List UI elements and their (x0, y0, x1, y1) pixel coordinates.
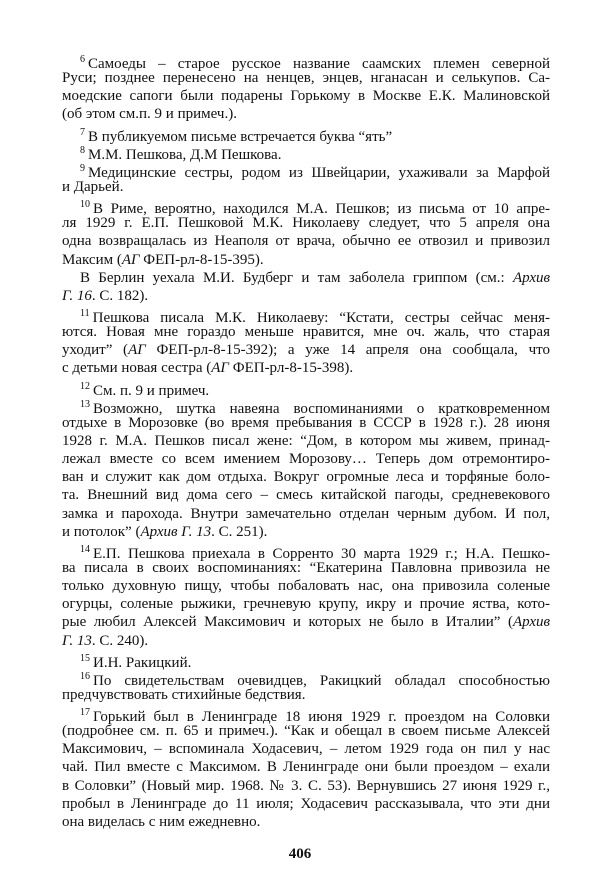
footnote-10 (62, 196, 550, 269)
footnote-number: 9 (80, 162, 85, 174)
footnote-number: 11 (80, 307, 90, 319)
text-line (62, 196, 550, 218)
text-line (62, 269, 550, 287)
footnote-number: 16 (80, 670, 90, 682)
text-line (62, 758, 550, 776)
line-text: (подробнее см. п. 65 и примеч.). “Как и обещал в своем письме Алексей (62, 723, 550, 740)
text-line (62, 341, 550, 359)
footnote-number: 12 (80, 380, 90, 392)
line-text: и потолок” ( (62, 523, 141, 540)
line-text: Горький был в Ленинграде 18 июня 1929 г. проездом на Соловки (93, 709, 550, 726)
text-line (62, 87, 550, 105)
citation-italic: Г. 13 (62, 632, 92, 649)
footnote-13 (62, 396, 550, 541)
footnote-15 (62, 650, 550, 671)
line-text: . С. 182). (91, 287, 149, 304)
text-line (62, 124, 550, 145)
text-line (62, 51, 550, 72)
footnotes-body (62, 51, 550, 831)
text-line (62, 323, 550, 341)
line-text: Максимович, – вспоминала Ходасевич, – летом 1929 года он пил у нас (62, 741, 550, 758)
line-text: ФЕП-рл-8-15-395). (139, 251, 264, 268)
text-line (62, 613, 550, 631)
citation-italic: Г. 16 (62, 287, 92, 304)
text-line (62, 287, 550, 305)
text-line (62, 160, 550, 181)
line-text: В Берлин уехала М.И. Будберг и там заболела гриппом (см.: (80, 269, 513, 286)
line-text: огурцы, соленые рыжики, гречневую крупу, икру и прочие яства, кото- (62, 596, 550, 613)
footnote-16 (62, 668, 550, 704)
text-line (62, 722, 550, 740)
footnote-number: 10 (80, 199, 90, 211)
line-text: и Дарьей. (62, 178, 124, 195)
line-text: 1928 г. М.А. Пешков писал жене: “Дом, в котором мы живем, принад- (62, 432, 550, 449)
citation-italic: АГ (121, 251, 140, 268)
line-text: ва писала в своих воспоминаниях: “Екатерина Павловна привозила не (62, 559, 550, 576)
text-line (62, 813, 550, 831)
line-text: По свидетельствам очевидцев, Ракицкий обладал способностью (93, 672, 550, 689)
footnote-7 (62, 124, 550, 145)
footnote-6 (62, 51, 550, 124)
line-text: предчувствовать стихийные бедствия. (62, 686, 306, 703)
line-text: замка и парохода. Внутри замечательно отделан черным дубом. И пол, (62, 505, 550, 522)
line-text: лежал вместе со всем имением Морозову… Теперь дом отремонтиро- (62, 451, 550, 468)
line-text: В публикуемом письме встречается буква “ять” (88, 128, 393, 145)
line-text: она виделась с ним ежедневно. (62, 813, 261, 830)
line-text: В Риме, вероятно, находился М.А. Пешков; из письма от 10 апре- (93, 201, 550, 218)
line-text: уходит” ( (62, 342, 129, 359)
text-line (62, 232, 550, 250)
footnote-number: 15 (80, 652, 90, 664)
line-text: . С. 251). (211, 523, 268, 540)
footnote-12 (62, 378, 550, 399)
text-line (62, 69, 550, 87)
text-line (62, 650, 550, 671)
text-line (62, 704, 550, 726)
citation-italic: Архив (512, 269, 550, 286)
line-text: одна возвращалась из Неаполя от врача, обычно ее отвозил и привозил (62, 233, 550, 250)
line-text: Е.П. Пешкова приехала в Сорренто 30 марта 1929 г.; Н.А. Пешко- (93, 545, 550, 562)
text-line (62, 214, 550, 232)
line-text: ФЕП-рл-8-15-392); а уже 14 апреля она сообщала, что (145, 342, 550, 359)
citation-italic: АГ (128, 342, 146, 359)
line-text: ля 1929 г. Е.П. Пешковой М.К. Николаеву следует, что 5 апреля она (62, 215, 550, 232)
line-text: ФЕП-рл-8-15-398). (228, 360, 354, 377)
line-text: М.М. Пешкова, Д.М Пешкова. (88, 146, 282, 163)
citation-italic: Архив Г. 13 (140, 523, 212, 540)
text-line (62, 595, 550, 613)
footnote-number: 17 (80, 707, 90, 719)
text-line (62, 468, 550, 486)
text-line (62, 414, 550, 432)
line-text: в Соловки” (Новый мир. 1968. № 3. С. 53). Вернувшись 27 июня 1929 г., (62, 777, 550, 794)
line-text: Медицинские сестры, родом из Швейцарии, ухаживали за Марфой (88, 164, 550, 181)
text-line (62, 668, 550, 689)
text-line (62, 740, 550, 758)
text-line (62, 523, 550, 541)
text-line (62, 251, 550, 269)
text-line (62, 541, 550, 562)
line-text: Руси; позднее перенесено на ненцев, энцев, нганасан и селькупов. Са- (62, 70, 550, 87)
line-text: (об этом см.п. 9 и примеч.). (62, 106, 237, 123)
line-text: Пешкова писала М.К. Николаеву: “Кстати, сестры сейчас меня- (92, 309, 550, 326)
line-text: чай. Пил вместе с Максимом. В Ленинграде они были проездом – ехали (62, 759, 550, 776)
footnote-17 (62, 704, 550, 831)
text-line (62, 305, 550, 326)
footnote-number: 6 (80, 54, 85, 65)
line-text: рые любил Алексей Максимович и которых не было в Италии” ( (62, 614, 513, 631)
line-text: отдыхе в Морозовке (во время пребывания в СССР в 1928 г.). 28 июня (62, 414, 550, 431)
text-line (62, 577, 550, 595)
line-text: Максим ( (62, 251, 122, 268)
line-text: ются. Новая мне гораздо меньше нравится, мне оч. жаль, что старая (62, 324, 550, 341)
citation-italic: АГ (211, 360, 229, 377)
footnote-number: 13 (80, 398, 90, 410)
text-line (62, 777, 550, 795)
text-line (62, 450, 550, 468)
footnote-14 (62, 541, 550, 650)
line-text: та. Внешний вид дома сего – смесь китайской пагоды, средневекового (62, 487, 550, 504)
text-line (62, 632, 550, 650)
text-line (62, 505, 550, 523)
text-line (62, 378, 550, 399)
text-line (62, 396, 550, 417)
line-text: с детьми новая сестра ( (62, 360, 212, 377)
text-line (62, 795, 550, 813)
line-text: только духовную пищу, чтобы побаловать нас, она привозила соленые (62, 578, 550, 595)
line-text: пробыл в Ленинграде до 11 июля; Ходасевич рассказывала, что эти дни (62, 795, 550, 812)
footnote-paragraph (62, 269, 550, 305)
footnote-11 (62, 305, 550, 378)
line-text: моедские сапоги были подарены Горькому в Москве Е.К. Малиновской (62, 88, 550, 105)
citation-italic: Архив (512, 614, 550, 631)
footnote-number: 7 (80, 126, 85, 138)
line-text: См. п. 9 и примеч. (93, 382, 210, 399)
text-line (62, 559, 550, 577)
page-number: 406 (288, 846, 312, 862)
text-line (62, 105, 550, 123)
text-line (62, 359, 550, 377)
text-line (62, 432, 550, 450)
line-text: Возможно, шутка навеяна воспоминаниями о кратковременном (93, 400, 550, 417)
footnote-number: 14 (80, 543, 90, 555)
line-text: ван и служит как дом отдыха. Вокруг огромные леса и торфяные боло- (62, 469, 550, 486)
line-text: Самоеды – старое русское название саамских племен северной (88, 56, 550, 72)
line-text: И.Н. Ракицкий. (93, 654, 192, 671)
footnote-number: 8 (80, 144, 85, 156)
line-text: . С. 240). (91, 632, 149, 649)
text-line (62, 486, 550, 504)
footnote-9 (62, 160, 550, 196)
